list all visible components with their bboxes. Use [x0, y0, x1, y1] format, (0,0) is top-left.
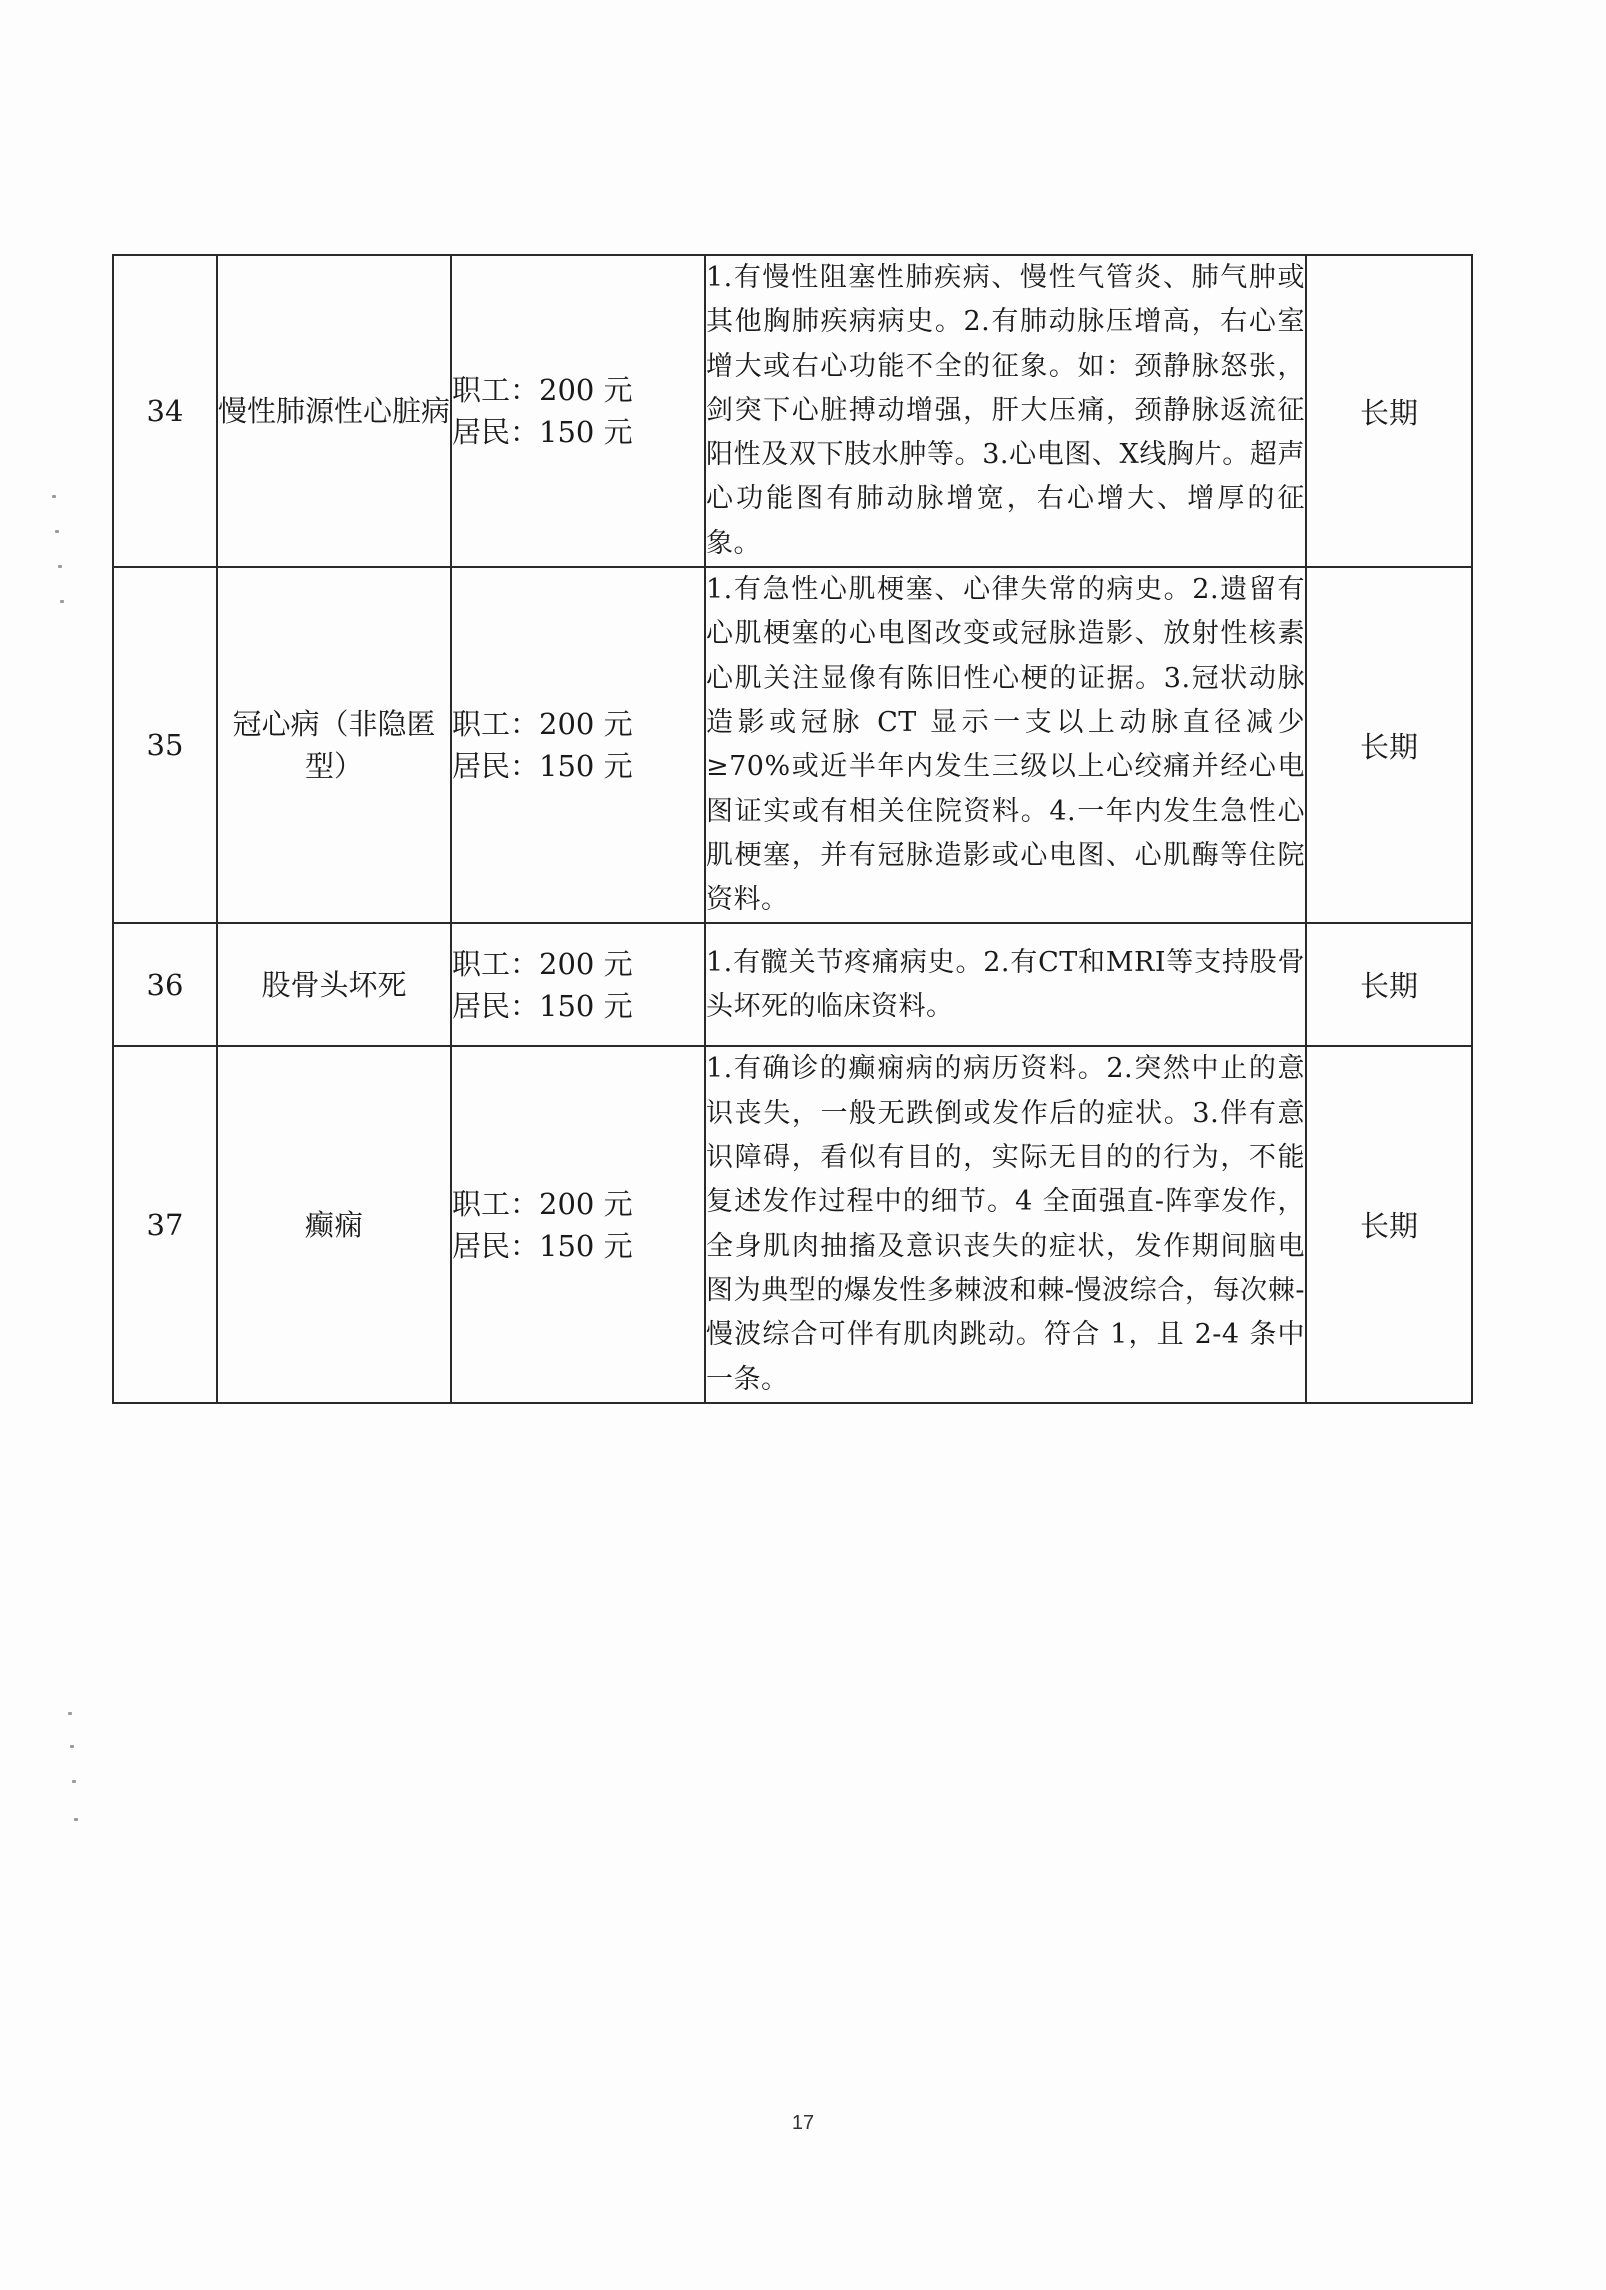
row-number: 34: [113, 255, 217, 567]
scan-mark: [52, 495, 56, 498]
row-number: 35: [113, 567, 217, 923]
disease-name: 癫痫: [217, 1046, 451, 1402]
payment-standard: [451, 923, 705, 1046]
disease-name: 慢性肺源性心脏病: [217, 255, 451, 567]
table-row: [113, 567, 1472, 923]
standard-employee: 职工：200 元: [452, 946, 633, 981]
diagnosis-criteria: 1.有慢性阻塞性肺疾病、慢性气管炎、肺气肿或其他胸肺疾病病史。2.有肺动脉压增高，右心室增大或右心功能不全的征象。如：颈静脉怒张，剑突下心脏搏动增强，肝大压痛，颈静脉返流征阳性及双下肢水肿等。3.心电图、X线胸片。超声心功能图有肺动脉增宽，右心增大、增厚的征象。: [705, 255, 1306, 567]
payment-standard: [451, 567, 705, 923]
row-number: 37: [113, 1046, 217, 1402]
validity-term: 长期: [1306, 1046, 1472, 1402]
scan-mark: [55, 530, 59, 533]
scan-mark: [60, 600, 64, 603]
diagnosis-criteria: 1.有确诊的癫痫病的病历资料。2.突然中止的意识丧失，一般无跌倒或发作后的症状。3.伴有意识障碍，看似有目的，实际无目的的行为，不能复述发作过程中的细节。4 全面强直-阵挛发作，全身肌肉抽搐及意识丧失的症状，发作期间脑电图为典型的爆发性多棘波和棘-慢波综合，每次棘-慢波综合可伴有肌肉跳动。符合 1，且 2-4 条中一条。: [705, 1046, 1306, 1402]
row-number: 36: [113, 923, 217, 1046]
standard-resident: 居民：150 元: [452, 749, 633, 784]
page-number: 17: [791, 2112, 815, 2134]
payment-standard: [451, 255, 705, 567]
diagnosis-criteria: 1.有髋关节疼痛病史。2.有CT和MRI等支持股骨头坏死的临床资料。: [705, 923, 1306, 1046]
scan-mark: [68, 1712, 72, 1715]
validity-term: 长期: [1306, 255, 1472, 567]
standard-resident: 居民：150 元: [452, 1228, 633, 1263]
scan-mark: [72, 1780, 76, 1783]
standard-resident: 居民：150 元: [452, 988, 633, 1023]
table-row: [113, 255, 1472, 567]
validity-term: 长期: [1306, 923, 1472, 1046]
payment-standard: [451, 1046, 705, 1402]
disease-table: [112, 254, 1473, 1404]
validity-term: 长期: [1306, 567, 1472, 923]
standard-employee: 职工：200 元: [452, 707, 633, 742]
scan-mark: [74, 1818, 78, 1821]
scan-mark: [58, 565, 62, 568]
standard-employee: 职工：200 元: [452, 1186, 633, 1221]
standard-employee: 职工：200 元: [452, 373, 633, 408]
standard-resident: 居民：150 元: [452, 415, 633, 450]
table-row: [113, 923, 1472, 1046]
scan-mark: [70, 1745, 74, 1748]
disease-name: 股骨头坏死: [217, 923, 451, 1046]
table-row: [113, 1046, 1472, 1402]
diagnosis-criteria: 1.有急性心肌梗塞、心律失常的病史。2.遗留有心肌梗塞的心电图改变或冠脉造影、放射性核素心肌关注显像有陈旧性心梗的证据。3.冠状动脉造影或冠脉 CT 显示一支以上动脉直径减少≥70%或近半年内发生三级以上心绞痛并经心电图证实或有相关住院资料。4.一年内发生急性心肌梗塞，并有冠脉造影或心电图、心肌酶等住院资料。: [705, 567, 1306, 923]
disease-name: 冠心病（非隐匿型）: [217, 567, 451, 923]
